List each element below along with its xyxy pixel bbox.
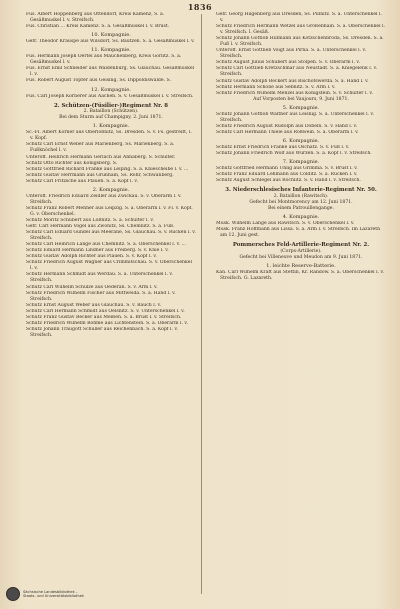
casualty-entry: Schütz Friedrich Hermann Wetzel aus Großenhain. S. a. Oberschenkel l. v. Streifsch. l. Gesäß. <box>216 24 385 36</box>
casualty-entry: Schütz Gustav Adolph Beckert aus Bischofswerda. S. a. Hand l. v. <box>216 78 369 84</box>
right-column <box>216 12 386 596</box>
casualty-entry: Schütz Friedrich Wilhelm Fischer aus Mittweida. S. a. Hand l. v. Streifsch. <box>26 290 176 302</box>
casualty-entry: Schütz Carl Fritzsche aus Plauen. S. a. Kopf l. v. <box>26 178 138 184</box>
section-heading: 11. Kompagnie. <box>91 47 131 54</box>
casualty-entry: Unteroff. Ernst Gottlieb Voigt aus Pirna. S. a. Unterschenkel l. v. Streifsch. <box>216 48 367 60</box>
casualty-entry: Gefr. Theodor Krauspe aus Wilsdorf, Ss. Bautzen. S. a. Gesäßmuskel l. v. <box>26 39 195 45</box>
casualty-entry: Schütz Johann Traugott Schüller aus Reichenbach. S. a. Kopf l. v. Streifsch. <box>26 326 178 338</box>
engagement-caption: 2. Bataillon (Schützen). <box>83 109 139 115</box>
casualty-entry: Schütz Otto Richter aus Königsberg. S. <box>26 160 118 166</box>
engagement-caption: (Corps-Artillerie). <box>280 248 322 254</box>
casualty-entry: Schütz Gustav Adolph Richter aus Plauen. S. v. Kopf l. v. <box>26 254 157 260</box>
casualty-entry: Kan. Carl Wilhelm Kraft aus Stettin, Kr. Randow. S. a. Oberschenkel l. v. Streifsch. G. Lazareth. <box>216 269 385 281</box>
library-watermark <box>6 587 86 601</box>
casualty-entry: Gefr. Georg Hilgenberg aus Dresden, Ss. Pillnitz. S. a. Unterschenkel l. v. <box>216 12 382 24</box>
section-heading: 6. Kompagnie. <box>282 137 320 144</box>
left-column <box>26 12 196 596</box>
casualty-entry: Schütz Carl Hermann Schmidt aus Oelsnitz. S. v. Unterschenkel l. v. <box>26 308 185 314</box>
casualty-entry: Schütz Friedrich August Rudolph aus Döbeln. S. v. Hand l. v. <box>216 123 358 129</box>
engagement-caption: Gefecht bei Montmorency am 12. Juni 1871. <box>249 199 353 205</box>
casualty-entry: Schütz Gustav Herrmann aus Grünhain, Ss. Rohr, Schwanberg. <box>26 172 174 178</box>
section-heading: 7. Kompagnie. <box>282 159 320 166</box>
casualty-entry: Schütz Ernst August Weber aus Glauchau. S. v. Bauch l. v. <box>26 302 162 308</box>
casualty-entry: Schütz Johann Gottlob Hillmann aus Kötzschenbroda, Ss. Dresden. S. a. Fuß l. v. Streifsch. <box>216 36 384 48</box>
casualty-entry: Schütz Franz Gustav Becker aus Meißen. S. a. Brust l. v. Streifsch. <box>26 314 182 320</box>
engagement-caption: Bei dem Sturm auf Champigny, 2. Juni 1871. <box>59 115 163 121</box>
casualty-entry: Füs. Hermann Joseph Oertel aus Mauchenberg, Kreis Görlitz. S. a. Gesäßmuskel l. v. <box>26 54 182 66</box>
casualty-entry: Schütz Friedrich Wilhelm Böhme aus Lichtenstein. S. a. Oberarm l. v. <box>26 320 188 326</box>
casualty-entry: Schütz Ernst Friedrich Franke aus Oschatz. S. v. Fuß l. v. <box>216 144 350 150</box>
casualty-entry: Schütz Carl Wilhelm Schulze aus Oederan. S. v. Arm l. v. <box>26 284 158 290</box>
casualty-entry: Schütz Gottfried Richard Franke aus Leipzig. S. a. Kniescheibe l. v. ... <box>26 166 189 172</box>
casualty-entry: Füs. Robert August Töpfer aus Geising, Ss. Dippoldiswalde. S. <box>26 78 171 84</box>
column-divider <box>201 14 202 594</box>
casualty-entry: Gefr. Carl Hermann Vogel aus Zwönitz, Ss. Chemnitz. S. a. Fuß. <box>26 224 175 230</box>
casualty-entry: Schütz Carl Ernst Weber aus Marienberg, Ss. Marienberg. S. a. Fußknöchel l. v. <box>26 142 175 154</box>
regiment-heading: 2. Schützen-(Füsilier-)Regiment Nr. 8 <box>53 102 168 109</box>
casualty-entry: Schütz Franz Robert Mehner aus Leipzig. S. a. Oberarm l. v. Fl. v. Kopf. G. v. Oberschenkel. <box>26 205 193 217</box>
page-number: 1836 <box>187 2 213 12</box>
casualty-entry: Schütz Friedrich August Wagner aus Crimmitschau. S. v. Oberschenkel l. v. <box>26 260 192 272</box>
section-heading: 1. leichte Reserve-Batterie. <box>266 262 336 269</box>
regiment-heading: Pommersches Feld-Artillerie-Regiment Nr. 2. <box>232 242 370 249</box>
casualty-entry: Schütz Carl Gottlieb Kretzschmar aus Neustadt. S. a. Kniegelenk l. v. Streifsch. <box>216 66 378 78</box>
casualty-entry: Sc.-Fl. Albert Körner aus Oberlößnitz, Ss. Dresden. S. v. Fs. gestreift, l. v. Kopf. <box>26 130 192 142</box>
casualty-entry: Schütz Franz Eduard Lehmann aus Colditz. S. a. Rücken l. v. <box>216 172 358 178</box>
section-heading: 1. Kompagnie. <box>92 123 130 130</box>
casualty-entry: Schütz Johann Friedrich Wolf aus Wurzen. S. a. Kopf l. v. Streifsch. <box>216 151 372 157</box>
casualty-entry: Schütz Gottfried Hermann Uhlig aus Grimma. S. v. Brust l. v. <box>216 166 358 172</box>
casualty-entry: Schütz Johann Gottlob Walther aus Leisnig. S. a. Unterschenkel l. v. Streifsch. <box>216 111 374 123</box>
section-heading: 10. Kompagnie. <box>91 32 131 39</box>
casualty-entry: Unteroff. Friedrich Eduard Zeidler aus Zwickau. S. v. Oberarm l. v. Streifsch. <box>26 193 182 205</box>
engagement-caption: 2. Bataillon (Rawitsch). <box>273 193 329 199</box>
casualty-entry: Schütz Carl Heinrich Lange aus Chemnitz. S. a. Oberschenkel l. v. ... <box>26 242 187 248</box>
section-heading: 2. Kompagnie. <box>92 186 130 193</box>
casualty-entry: Schütz Hermann Schöne aus Sebnitz. S. v. Arm l. v. <box>216 84 336 90</box>
section-heading: 4. Kompagnie. <box>282 214 320 220</box>
library-seal-icon <box>6 587 20 601</box>
casualty-entry: Füs. Carl Joseph Körnerer aus Aachen. S. v. Gesäßmuskel l. v. Streifsch. <box>26 93 194 99</box>
casualty-entry: Unteroff. Heinrich Hermann Gerlach aus Annaberg. S. Schulter. <box>26 154 176 160</box>
casualty-entry: Musk. Wilhelm Lange aus Rawitsch. S. v. Oberschenkel l. v. <box>216 221 355 227</box>
casualty-entry: Musk. Franz Hoffmann aus Lissa. S. a. Arm l. v. Streifsch. Im Lazareth am 12. Juni gest. <box>216 227 381 239</box>
casualty-entry: Füs. Albert Hoppenberg aus Ottendorf, Kreis Kamenz, S. a. Gesäßmuskel l. v. Streifsch. <box>26 12 165 24</box>
library-watermark-text <box>23 590 84 598</box>
casualty-entry: Schütz Carl Hermann Thiele aus Roßwein. S. a. Oberarm l. v. <box>216 129 359 135</box>
section-heading: 5. Kompagnie. <box>282 104 320 111</box>
watermark-line-1: Sächsische Landesbibliothek – <box>23 589 78 594</box>
casualty-entry: Schütz August Julius Schubert aus Stolpen. S. v. Oberarm l. v. <box>216 60 360 66</box>
engagement-caption: Auf Vorposten bei Vaujours, 9. Juni 1871. <box>253 96 349 102</box>
casualty-entry: Schütz Carl Eduard Gündel aus Meerane, Ss. Glauchau. S. v. Rücken l. v. Streifsch. <box>26 230 196 242</box>
casualty-entry: Füs. Ernst Emil Schneider aus Waldenburg, Ss. Glauchau. Gesäßmuskel l. v. <box>26 66 195 78</box>
casualty-entry: Schütz Eduard Hermann Lindner aus Freiberg. S. v. Knie l. v. <box>26 248 169 254</box>
casualty-entry: Schütz Moritz Schubert aus Lößnitz. S. a. Schulter l. v. <box>26 218 154 223</box>
casualty-entry: Schütz Hermann Schmidt aus Werdau. S. a. Unterschenkel l. v. Streifsch. <box>26 272 173 284</box>
engagement-caption: Bei einem Patrouillengange. <box>268 205 334 211</box>
casualty-entry: Füs. Christian ... Kreis Kamenz. S. a. Gesäßmuskel l. v. Brust. <box>26 24 170 30</box>
regiment-heading: 3. Niederschlesisches Infanterie-Regiment Nr. 50. <box>225 187 377 194</box>
watermark-line-2: Staats- und Universitätsbibliothek <box>23 594 85 598</box>
casualty-entry: Schütz Friedrich Wilhelm Menzel aus Königstein. S. v. Schulter l. v. <box>216 90 373 96</box>
engagement-caption: Gefecht bei Villeneuve und Meudon am 9. Juni 1871. <box>239 254 363 260</box>
casualty-entry: Schütz August Schlegel aus Rochlitz. S. v. Hand l. v. Streifsch. <box>216 178 361 184</box>
section-heading: 12. Kompagnie. <box>91 86 131 93</box>
